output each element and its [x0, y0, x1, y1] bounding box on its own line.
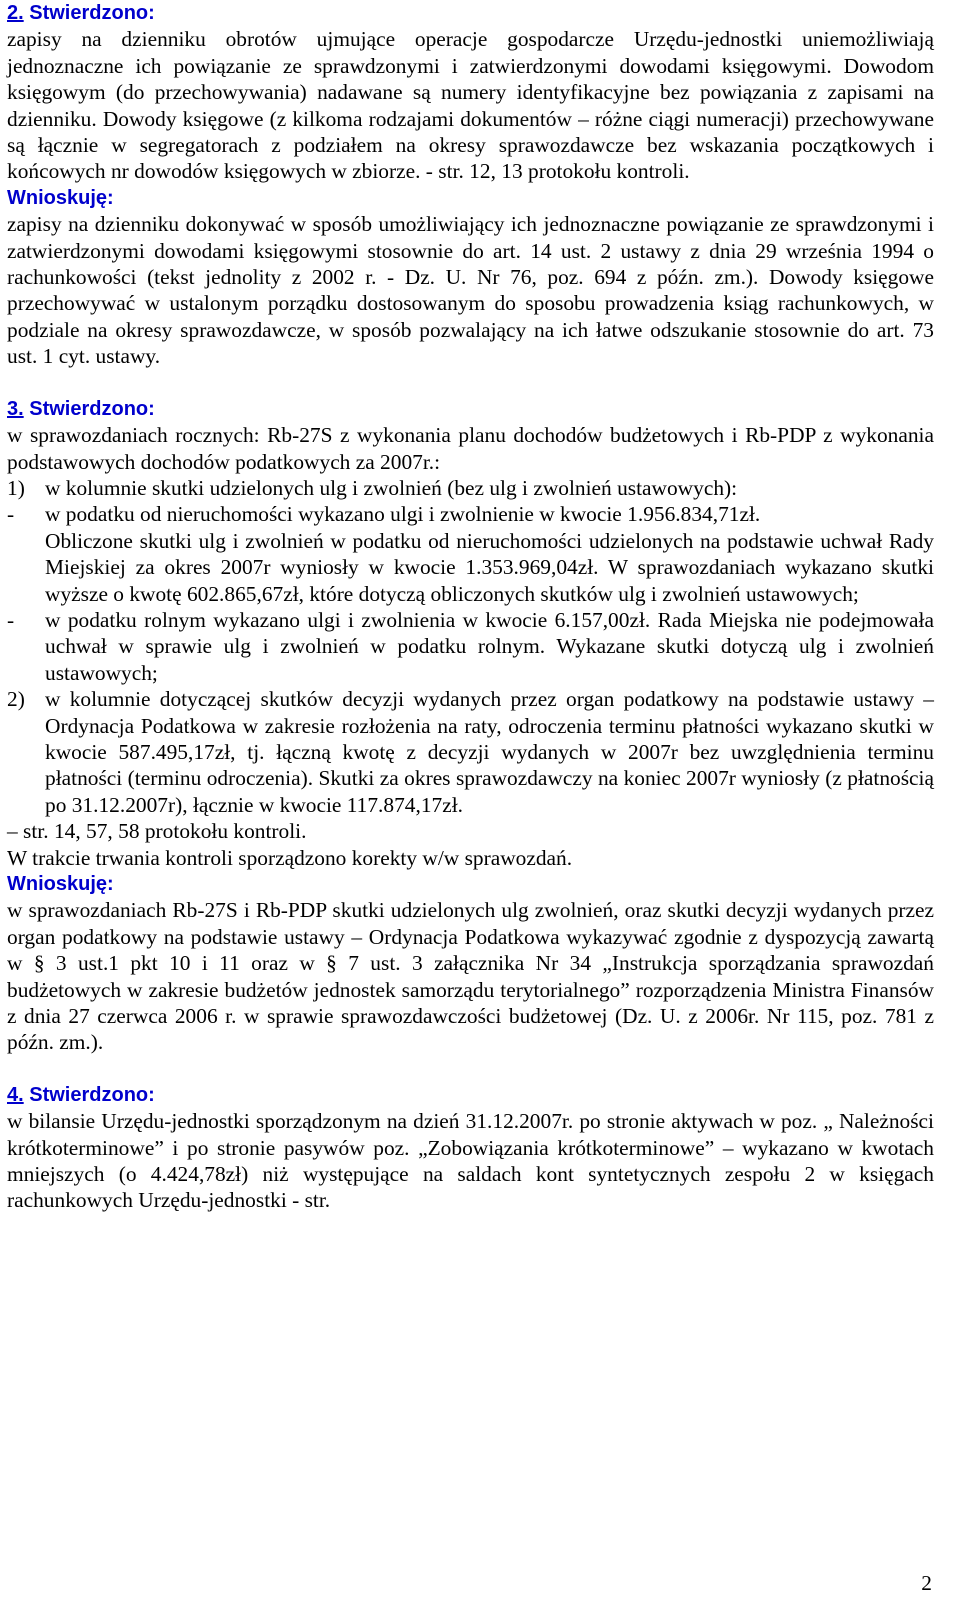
section-2-heading	[7, 0, 934, 26]
page-number: 2	[921, 1570, 932, 1595]
list-item-text: w kolumnie dotyczącej skutków decyzji wydanych przez organ podatkowy na podstawie ustawy – Ordynacja Podatkowa w zakresie rozłożenia na raty, odroczenia terminu płatności wykazano skutki w kwocie 587.495,17zł, tj. łączną kwotę z decyzji wydanych w 2007r bez uwzględnienia terminu płatności (terminu odroczenia). Skutki za okres sprawozdawczy na koniec 2007r wyniosły (z płatnością po 31.12.2007r), łącznie w kwocie 117.874,17zł.	[45, 687, 934, 817]
section-4-label: Stwierdzono:	[29, 1083, 155, 1106]
section-4-finding: w bilansie Urzędu-jednostki sporządzonym na dzień 31.12.2007r. po stronie aktywach w poz. „ Należności krótkoterminowe” i po stronie pasywów poz. „Zobowiązania krótkoterminowe” – wykazano w kwotach mniejszych (o 4.424,78zł) niż występujące na saldach kont syntetycznych zespołu 2 w księgach rachunkowych Urzędu-jednostki - str.	[7, 1109, 934, 1213]
section-3-number: 3.	[7, 397, 24, 420]
list-marker: 1)	[7, 475, 25, 500]
section-4-number: 4.	[7, 1083, 24, 1106]
section-3-request-heading: Wnioskuję:	[7, 873, 114, 895]
section-3-corrections: W trakcie trwania kontroli sporządzono korekty w/w sprawozdań.	[7, 845, 573, 870]
dash-item-1	[7, 501, 934, 527]
dash-item-2	[7, 607, 934, 686]
list-item-1	[7, 475, 934, 501]
dash-item-text: w podatku rolnym wykazano ulgi i zwolnienia w kwocie 6.157,00zł. Rada Miejska nie podejmowała uchwał w sprawie ulg i zwolnień w podatku rolnym. Wykazane skutki dotyczą ulg i zwolnień ustawowych;	[45, 607, 934, 685]
section-2-request-heading: Wnioskuję:	[7, 186, 114, 209]
list-item-2	[7, 686, 934, 818]
section-3-reference: – str. 14, 57, 58 protokołu kontroli.	[7, 819, 307, 844]
list-marker: 2)	[7, 687, 25, 712]
section-3-label: Stwierdzono:	[29, 397, 155, 420]
spacer	[7, 370, 934, 396]
list-item-text: w kolumnie skutki udzielonych ulg i zwolnień (bez ulg i zwolnień ustawowych):	[45, 475, 738, 500]
section-4-heading	[7, 1082, 934, 1108]
section-2-request: zapisy na dzienniku dokonywać w sposób umożliwiający ich jednoznaczne powiązanie ze sprawdzonymi i zatwierdzonymi dowodami księgowymi stosownie do art. 14 ust. 2 ustawy z dnia 29 września 1994 o rachunkowości (tekst jednolity z 2002 r. - Dz. U. Nr 76, poz. 694 z późn. zm.). Dowody księgowe przechowywać w ustalonym porządku dostosowanym do sposobu prowadzenia ksiąg rachunkowych, w podziale na okresy sprawozdawcze, w sposób pozwalający na ich łatwe odszukanie stosownie do art. 73 ust. 1 cyt. ustawy.	[7, 212, 934, 369]
section-2-finding: zapisy na dzienniku obrotów ujmujące operacje gospodarcze Urzędu-jednostki uniemożliwiają jednoznaczne ich powiązanie ze sprawdzonymi i zatwierdzonymi dowodami księgowymi. Dowodom księgowym (do przechowywania) nadawane są numery identyfikacyjne bez powiązania z zapisami na dzienniku. Dowody księgowe (z kilkoma rodzajami dokumentów – różne ciągi numeracji) przechowywane są łącznie w segregatorach z podziałem na okresy sprawozdawcze bez wskazania początkowych i końcowych nr dowodów księgowych w zbiorze. - str. 12, 13 protokołu kontroli.	[7, 27, 934, 184]
dash-marker: -	[7, 502, 15, 527]
section-3-intro: w sprawozdaniach rocznych: Rb-27S z wykonania planu dochodów budżetowych i Rb-PDP z wykonania podstawowych dochodów podatkowych za 2007r.:	[7, 423, 934, 474]
dash-item-text: w podatku od nieruchomości wykazano ulgi i zwolnienie w kwocie 1.956.834,71zł.	[45, 502, 761, 527]
dash-item-1-continuation: Obliczone skutki ulg i zwolnień w podatku od nieruchomości udzielonych na podstawie uchwał Rady Miejskiej za okres 2007r wyniosły w kwocie 1.353.969,04zł. W sprawozdaniach wykazano skutki wyższe o kwotę 602.865,67zł, które dotyczą obliczonych skutków ulg i zwolnień ustawowych;	[45, 528, 934, 606]
section-2-number: 2.	[7, 2, 24, 24]
section-2-label: Stwierdzono:	[29, 2, 155, 24]
section-3-heading	[7, 396, 934, 422]
dash-marker: -	[7, 607, 15, 632]
section-3-request: w sprawozdaniach Rb-27S i Rb-PDP skutki udzielonych ulg zwolnień, oraz skutki decyzji wydanych przez organ podatkowy na podstawie ustawy – Ordynacja Podatkowa wykazywać zgodnie z dyspozycją zawartą w § 3 ust.1 pkt 10 i 11 oraz w § 7 ust. 3 załącznika Nr 34 „Instrukcja sporządzania sprawozdań budżetowych w zakresie budżetów jednostek samorządu terytorialnego” rozporządzenia Ministra Finansów z dnia 27 czerwca 2006 r. w sprawie sprawozdawczości budżetowej (Dz. U. z 2006r. Nr 115, poz. 781 z późn. zm.).	[7, 898, 934, 1055]
document-page	[7, 0, 934, 1214]
spacer	[7, 1056, 934, 1082]
